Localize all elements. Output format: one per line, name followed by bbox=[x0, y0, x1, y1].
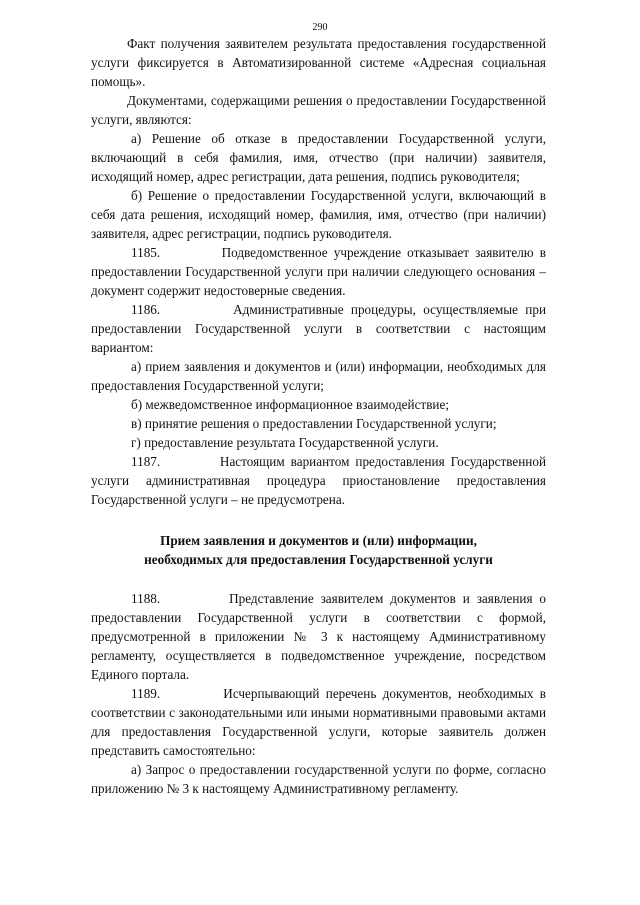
list-item-paragraph: б) межведомственное информационное взаимодействие; bbox=[131, 397, 449, 412]
section-heading-line1: Прием заявления и документов и (или) информации, bbox=[160, 533, 477, 548]
list-item-paragraph: а) Решение об отказе в предоставлении Государственной услуги, включающий в себя фамилия, имя, отчество (при наличии) заявителя, исходящий номер, адрес регистрации, дата решения, подпись руководителя; bbox=[91, 131, 546, 184]
paragraph: Документами, содержащими решения о предоставлении Государственной услуги, являются: bbox=[91, 93, 546, 127]
numbered-paragraph: 1185. Подведомственное учреждение отказывает заявителю в предоставлении Государственной услуги при наличии следующего основания – документ содержит недостоверные сведения. bbox=[91, 245, 546, 298]
list-item-paragraph: г) предоставление результата Государственной услуги. bbox=[131, 435, 439, 450]
section-heading bbox=[91, 531, 546, 569]
numbered-paragraph: 1186. Административные процедуры, осуществляемые при предоставлении Государственной услуги в соответствии с настоящим вариантом: bbox=[91, 302, 546, 355]
list-item-paragraph: а) прием заявления и документов и (или) информации, необходимых для предоставления Государственной услуги; bbox=[91, 359, 546, 393]
list-item-paragraph: а) Запрос о предоставлении государственной услуги по форме, согласно приложению № 3 к настоящему Административному регламенту. bbox=[91, 762, 546, 796]
page-number: 290 bbox=[312, 22, 328, 33]
bottom-paragraphs bbox=[91, 589, 546, 798]
top-paragraphs bbox=[91, 34, 546, 509]
list-item-paragraph: б) Решение о предоставлении Государственной услуги, включающий в себя дата решения, исходящий номер, фамилия, имя, отчество (при наличии) заявителя, адрес регистрации, подпись руководителя. bbox=[91, 188, 546, 241]
numbered-paragraph: 1189. Исчерпывающий перечень документов, необходимых в соответствии с законодательными или иными нормативными правовыми актами для предоставления Государственной услуги, которые заявитель должен представить самостоятельно: bbox=[91, 686, 546, 758]
document-body bbox=[91, 34, 546, 798]
list-item-paragraph: в) принятие решения о предоставлении Государственной услуги; bbox=[131, 416, 497, 431]
paragraph: Факт получения заявителем результата предоставления государственной услуги фиксируется в Автоматизированной системе «Адресная социальная помощь». bbox=[91, 36, 546, 89]
numbered-paragraph: 1187. Настоящим вариантом предоставления Государственной услуги административная процедура приостановление предоставления Государственной услуги – не предусмотрена. bbox=[91, 454, 546, 507]
numbered-paragraph: 1188. Представление заявителем документов и заявления о предоставлении Государственной услуги в соответствии с формой, предусмотренной в приложении № 3 к настоящему Административному регламенту, осуществляется в подведомственное учреждение, посредством Единого портала. bbox=[91, 591, 546, 682]
section-heading-line2: необходимых для предоставления Государственной услуги bbox=[144, 552, 493, 567]
